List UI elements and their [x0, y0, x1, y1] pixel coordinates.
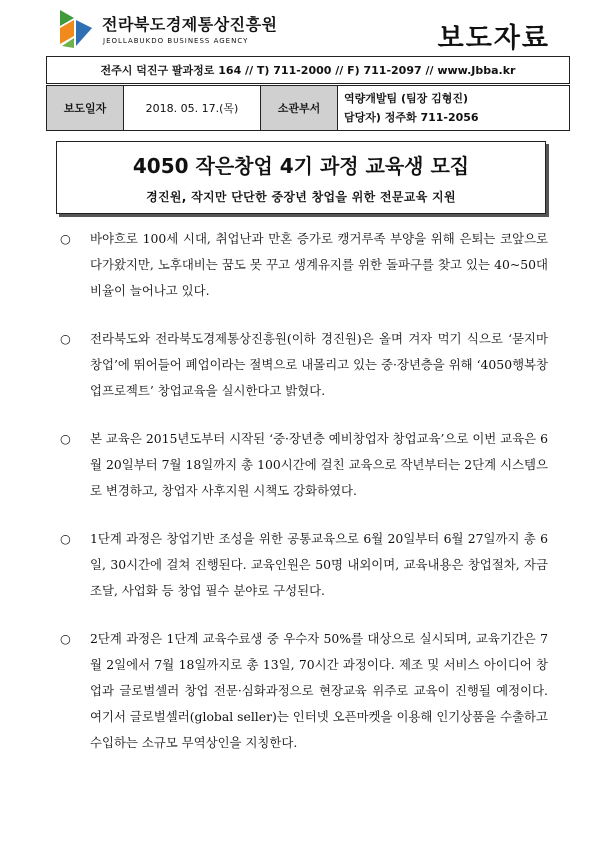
headline-box [56, 141, 546, 214]
paragraph-text: 바야흐로 100세 시대, 취업난과 만혼 증가로 캥거루족 부양을 위해 은퇴는 코앞으로 다가왔지만, 노후대비는 꿈도 못 꾸고 생계유지를 위한 돌파구를 찾고 있는 40~50대 비율이 늘어나고 있다. [90, 231, 548, 298]
bullet-marker: ○ [60, 231, 71, 246]
headline-title: 4050 작은창업 4기 과정 교육생 모집 [132, 154, 470, 178]
department-staff: 담당자) 정주화 711-2056 [344, 111, 479, 124]
contact-info-table [46, 56, 570, 131]
org-name-korean: 전라북도경제통상진흥원 [102, 15, 278, 34]
paragraph [58, 226, 548, 304]
department-label: 소관부서 [261, 85, 338, 131]
bullet-marker: ○ [60, 331, 71, 346]
release-date-label: 보도일자 [47, 85, 124, 131]
page-header [46, 4, 570, 54]
agency-logo-icon [56, 6, 96, 50]
department-contact [338, 85, 570, 131]
paragraph-text: 2단계 과정은 1단계 교육수료생 중 우수자 50%를 대상으로 실시되며, 교육기간은 7월 2일에서 7월 18일까지로 총 13일, 70시간 과정이다. 제조 및 서비스 아이디어 창업과 글로벌셀러 창업 전문·심화과정으로 현장교육 위주로 교육이 진행될 예정이다. 여기서 글로벌셀러(global seller)는 인터넷 오픈마켓을 이용해 인기상품을 수출하고 수입하는 소규모 무역상인을 지칭한다. [90, 631, 548, 750]
article-body [58, 226, 548, 756]
document-type-label: 보도자료 [437, 23, 550, 54]
paragraph [58, 426, 548, 504]
paragraph [58, 526, 548, 604]
paragraph [58, 626, 548, 756]
department-team: 역량개발팀 (팀장 김형진) [344, 92, 468, 105]
address-line: 전주시 덕진구 팔과정로 164 // T) 711-2000 // F) 711-2097 // www.Jbba.kr [47, 57, 570, 85]
bullet-marker: ○ [60, 631, 71, 646]
paragraph-text: 본 교육은 2015년도부터 시작된 ‘중·장년층 예비창업자 창업교육’으로 이번 교육은 6월 20일부터 7월 18일까지 총 100시간에 걸친 교육으로 작년부터는 2단계 시스템으로 변경하고, 창업자 사후지원 시책도 강화하였다. [90, 431, 548, 498]
bullet-marker: ○ [60, 531, 71, 546]
paragraph-text: 전라북도와 전라북도경제통상진흥원(이하 경진원)은 올며 겨자 먹기 식으로 ‘묻지마 창업’에 뛰어들어 폐업이라는 절벽으로 내몰리고 있는 중·장년층을 위해 ‘4050행복창업프로젝트’ 창업교육을 실시한다고 밝혔다. [90, 331, 548, 398]
headline-subtitle: 경진원, 작지만 단단한 중장년 창업을 위한 전문교육 지원 [146, 190, 456, 204]
paragraph [58, 326, 548, 404]
org-name-english: JEOLLABUKDO BUSINESS AGENCY [103, 37, 249, 45]
bullet-marker: ○ [60, 431, 71, 446]
paragraph-text: 1단계 과정은 창업기반 조성을 위한 공통교육으로 6월 20일부터 6월 27일까지 총 6일, 30시간에 걸쳐 진행된다. 교육인원은 50명 내외이며, 교육내용은 창업절차, 자금조달, 사업화 등 창업 필수 분야로 구성된다. [90, 531, 548, 598]
release-date-value: 2018. 05. 17.(목) [124, 85, 261, 131]
